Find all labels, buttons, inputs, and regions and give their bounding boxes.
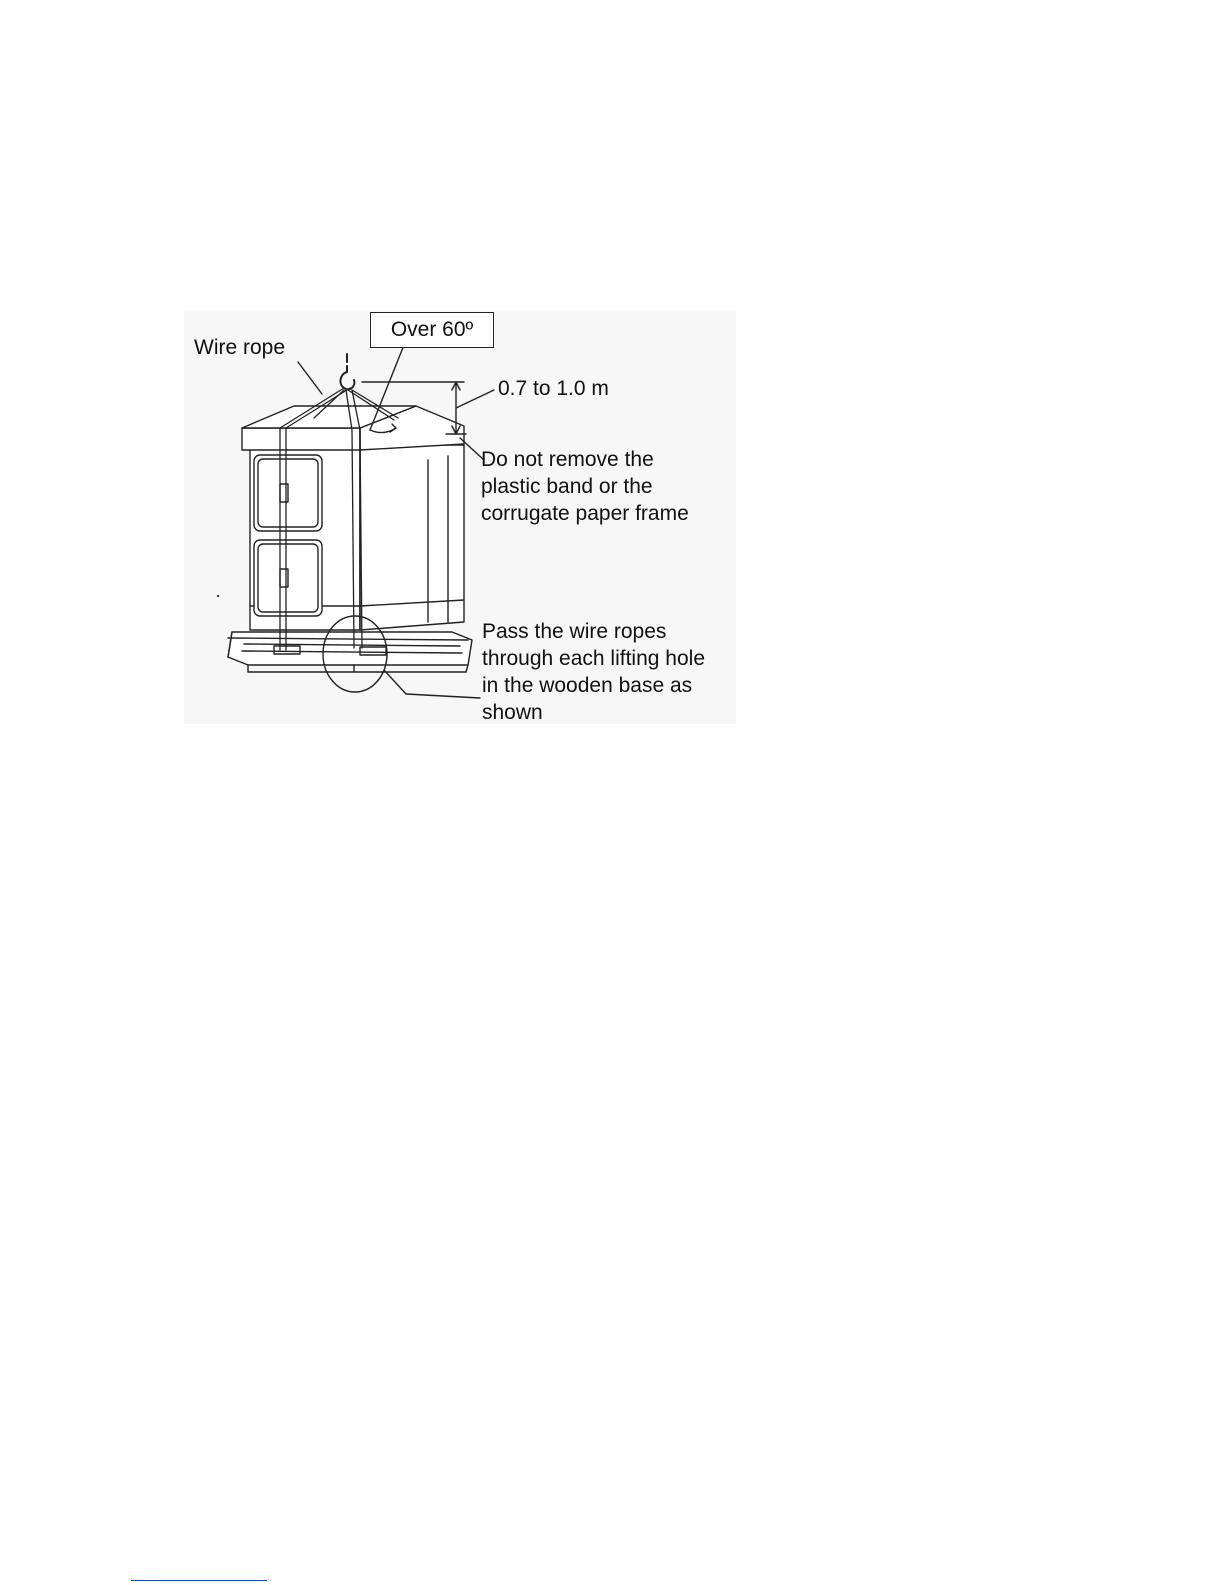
base-note: Pass the wire ropes through each lifting hole in the wooden base as shown [482,620,705,724]
angle-label: Over 60º [370,312,494,348]
band-note: Do not remove the plastic band or the corrugate paper frame [481,448,689,525]
wire-rope-label: Wire rope [194,336,286,359]
height-label: 0.7 to 1.0 m [498,377,609,400]
wire-rope-leader [298,362,322,394]
footnote-rule [131,1580,267,1581]
stray-mark [217,595,219,597]
lifting-diagram [184,310,736,724]
wooden-base [228,632,472,672]
crane-hook [340,354,354,389]
